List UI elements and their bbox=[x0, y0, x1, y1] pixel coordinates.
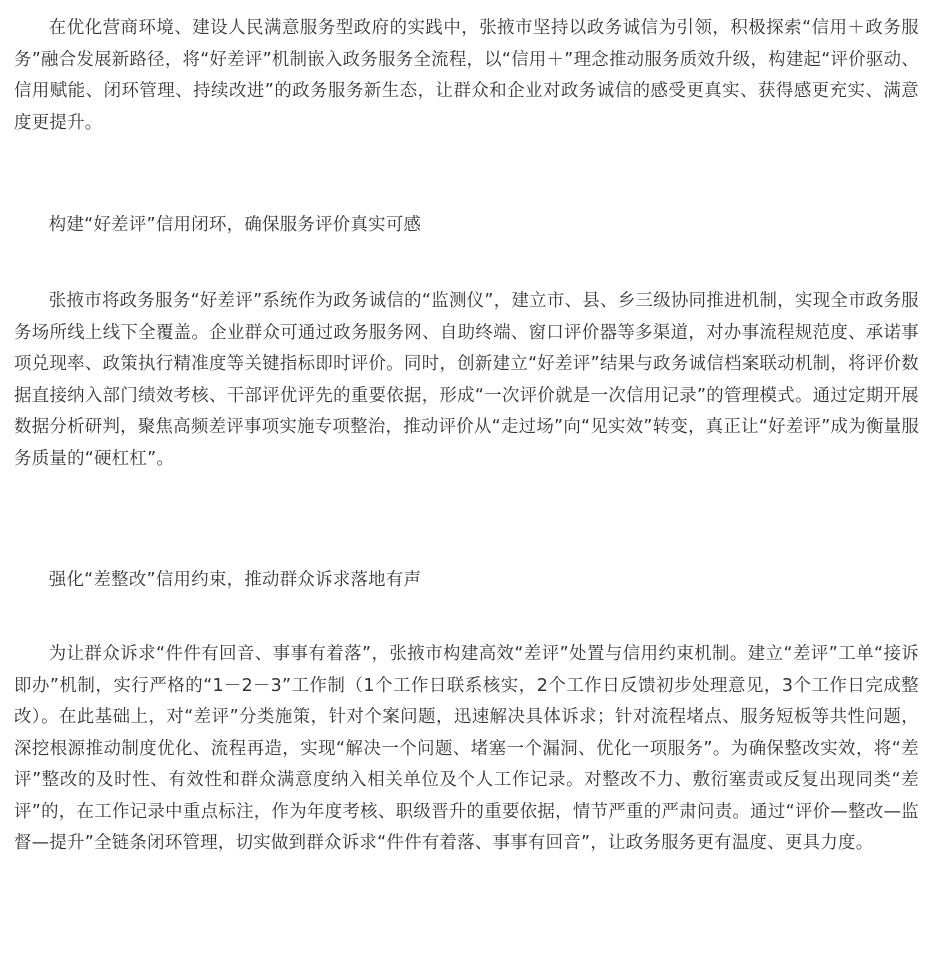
section1-paragraph: 张掖市将政务服务“好差评”系统作为政务诚信的“监测仪”，建立市、县、乡三级协同推进机制，实现全市政务服务场所线上线下全覆盖。企业群众可通过政务服务网、自助终端、窗口评价器等多渠道，对办事流程规范度、承诺事项兑现率、政策执行精准度等关键指标即时评价。同时，创新建立“好差评”结果与政务诚信档案联动机制，将评价数据直接纳入部门绩效考核、干部评优评先的重要依据，形成“一次评价就是一次信用记录”的管理模式。通过定期开展数据分析研判，聚焦高频差评事项实施专项整治，推动评价从“走过场”向“见实效”转变，真正让“好差评”成为衡量服务质量的“硬杠杠”。 bbox=[14, 291, 920, 469]
intro-paragraph: 在优化营商环境、建设人民满意服务型政府的实践中，张掖市坚持以政务诚信为引领，积极探索“信用＋政务服务”融合发展新路径，将“好差评”机制嵌入政务服务全流程，以“信用＋”理念推动服务质效升级，构建起“评价驱动、信用赋能、闭环管理、持续改进”的政务服务新生态，让群众和企业对政务诚信的感受更真实、获得感更充实、满意度更提升。 bbox=[14, 18, 920, 133]
section-heading-good-bad-review: 构建“好差评”信用闭环，确保服务评价真实可感 bbox=[48, 215, 422, 235]
section-heading-rectification: 强化“差整改”信用约束，推动群众诉求落地有声 bbox=[48, 570, 422, 590]
section2-paragraph: 为让群众诉求“件件有回音、事事有着落”，张掖市构建高效“差评”处置与信用约束机制。建立“差评”工单“接诉即办”机制，实行严格的“1－2－3”工作制（1个工作日联系核实，2个工作日反馈初步处理意见，3个工作日完成整改）。在此基础上，对“差评”分类施策，针对个案问题，迅速解决具体诉求；针对流程堵点、服务短板等共性问题，深挖根源推动制度优化、流程再造，实现“解决一个问题、堵塞一个漏洞、优化一项服务”。为确保整改实效，将“差评”整改的及时性、有效性和群众满意度纳入相关单位及个人工作记录。对整改不力、敷衍塞责或反复出现同类“差评”的，在工作记录中重点标注，作为年度考核、职级晋升的重要依据，情节严重的严肃问责。通过“评价—整改—监督—提升”全链条闭环管理，切实做到群众诉求“件件有着落、事事有回音”，让政务服务更有温度、更具力度。 bbox=[14, 644, 919, 853]
